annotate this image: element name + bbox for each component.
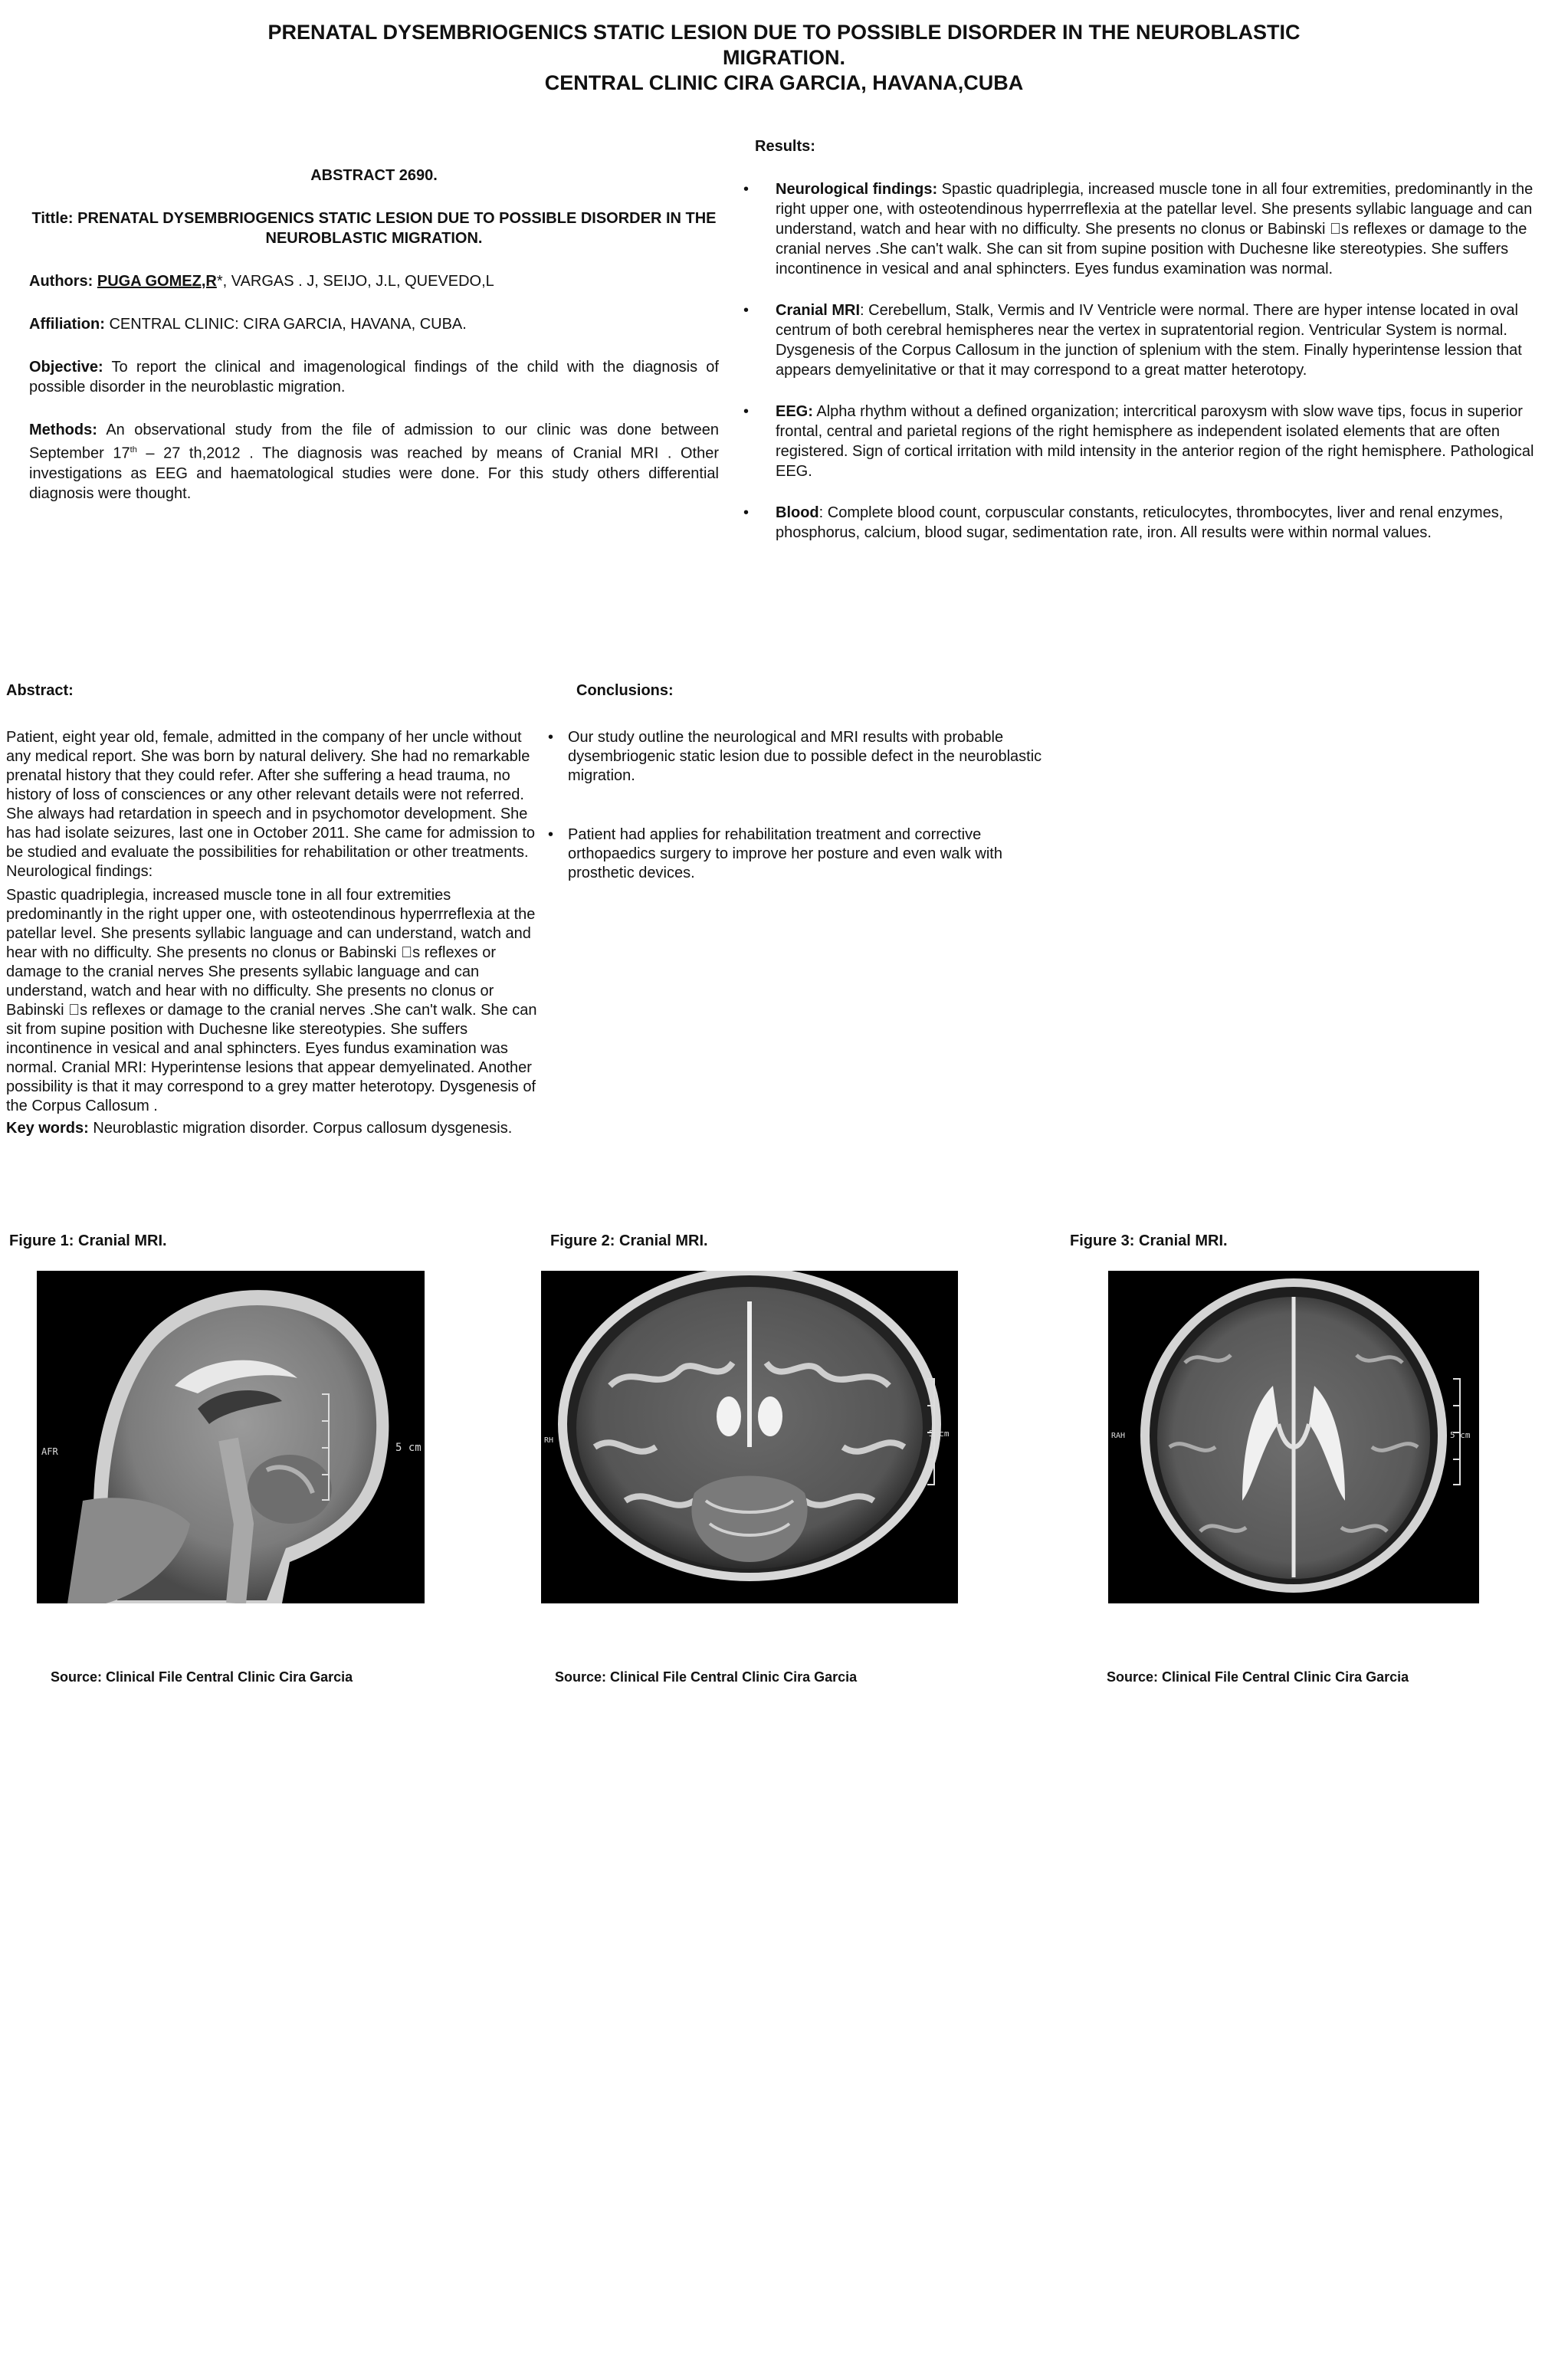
authors-rest: *, VARGAS . J, SEIJO, J.L, QUEVEDO,L [216, 273, 494, 290]
figure-3-caption: Figure 3: Cranial MRI. [1070, 1232, 1228, 1249]
methods-label: Methods: [29, 422, 97, 438]
results-item [743, 402, 1556, 481]
objective [29, 357, 719, 397]
figure-2-caption: Figure 2: Cranial MRI. [550, 1232, 708, 1249]
figure-1-mri-image [37, 1271, 425, 1603]
results-item-text: : Cerebellum, Stalk, Vermis and IV Ventricle were normal. There are hyper intense located in oval centrum of both cerebral hemispheres near the vertex in supratentorial region. Ventricular System is normal. Dysgenesis of the Corpus Callosum in the junction of splenium with the stem. Finally hyperintense lession that appears demyelinitative or that it may correspond to a great matter heterotopy. [776, 302, 1522, 379]
conclusions-heading: Conclusions: [576, 682, 674, 699]
objective-text: To report the clinical and imagenological findings of the child with the diagnosis of possible disorder in the neuroblastic migration. [29, 359, 719, 395]
abstract-title [29, 208, 719, 248]
authors [29, 271, 719, 291]
bullet: • [743, 302, 750, 319]
results-section [743, 179, 1556, 564]
figure-3-mri-image [1108, 1271, 1479, 1603]
results-list [743, 179, 1556, 543]
figure-1-caption: Figure 1: Cranial MRI. [9, 1232, 167, 1249]
results-item [743, 179, 1556, 279]
figure-3-source: Source: Clinical File Central Clinic Cira Garcia [1107, 1669, 1409, 1685]
authors-main: PUGA GOMEZ,R [97, 273, 217, 290]
methods-sup: th [130, 445, 137, 455]
affiliation-label: Affiliation: [29, 316, 105, 333]
affiliation [29, 314, 719, 334]
figure-2-source: Source: Clinical File Central Clinic Cira Garcia [555, 1669, 858, 1685]
title-line-3: CENTRAL CLINIC CIRA GARCIA, HAVANA,CUBA [544, 71, 1024, 94]
objective-label: Objective: [29, 359, 103, 376]
results-item-label: Cranial MRI [776, 302, 861, 319]
results-item-text: : Complete blood count, corpuscular constants, reticulocytes, thrombocytes, liver and renal enzymes, phosphorus, calcium, blood sugar, sedimentation rate, iron. All results were within normal values. [776, 504, 1504, 541]
authors-label: Authors: [29, 273, 93, 290]
conclusion-text: Patient had applies for rehabilitation treatment and corrective orthopaedics surgery to improve her posture and even walk with prosthetic devices. [568, 826, 1002, 881]
conclusion-text: Our study outline the neurological and MRI results with probable dysembriogenic static lesion due to possible defect in the neuroblastic migration. [568, 729, 1042, 784]
bullet: • [743, 181, 750, 198]
results-item [743, 503, 1556, 543]
abstract-box [29, 166, 719, 504]
results-item-text: Spastic quadriplegia, increased muscle tone in all four extremities, predominantly in the right upper one, with osteotendinous hyperrreflexia at the patellar level. She presents syllabic language and can understand, watch and hear with no difficulty. She presents no clonus or Babinski  s reflexes or damage to the cranial nerves .She can't walk. She can sit from supine position with Duchesne like stereotypies. She suffers incontinence in vesical and anal sphincters. Eyes fundus examination was normal. [776, 181, 1534, 277]
methods-text-b: – 27 th,2012 . The diagnosis was reached by means of Cranial MRI . Other investigations as EEG and haematological studies were done. For this study others differential diagnosis were thought. [29, 445, 719, 502]
bullet: • [743, 403, 750, 420]
keywords-label: Key words: [6, 1120, 89, 1137]
figure-3-scale: 5 cm [1450, 1430, 1471, 1440]
title-text: PRENATAL DYSEMBRIOGENICS STATIC LESION DUE TO POSSIBLE DISORDER IN THE NEUROBLASTIC MIGRATION. [77, 210, 717, 247]
title-label: Tittle: [31, 210, 74, 227]
figure-2-scale: 5 cm [929, 1429, 950, 1439]
bullet: • [548, 826, 554, 843]
conclusion-item [548, 728, 1061, 786]
keywords [6, 1119, 543, 1138]
abstract-heading: Abstract: [6, 682, 74, 699]
methods-text-a: An observational study from the file of admission to our clinic was done between September 17 [29, 422, 719, 462]
figure-1-source: Source: Clinical File Central Clinic Cira Garcia [51, 1669, 353, 1685]
abstract-para-1: Patient, eight year old, female, admitted in the company of her uncle without any medical report. She was born by natural delivery. She had no remarkable prenatal history that they could refer. After she suffering a head trauma, no history of loss of consciences or any other relevant details were not referred. She always had retardation in speech and in psychomotor development. She has had isolate seizures, last one in October 2011. She came for admission to be studied and evaluate the possibilities for rehabilitation or other treatments. Neurological findings: [6, 729, 536, 880]
results-item-label: EEG: [776, 403, 813, 420]
results-item [743, 300, 1556, 380]
results-item-label: Blood [776, 504, 819, 521]
figure-3-label: RAH [1111, 1432, 1126, 1440]
figure-2-label: RH [544, 1436, 554, 1445]
conclusion-item [548, 825, 1061, 883]
conclusions-list [548, 728, 1061, 883]
results-item-text: Alpha rhythm without a defined organization; intercritical paroxysm with slow wave tips, focus in superior frontal, central and parietal regions of the right hemisphere as independent isolated elements that are often registered. Sign of cortical irritation with mild intensity in the anterior region of the right hemisphere. Pathological EEG. [776, 403, 1534, 480]
figure-1-scale: 5 cm [395, 1442, 422, 1454]
conclusions-section [548, 728, 1061, 923]
abstract-para-2: Spastic quadriplegia, increased muscle tone in all four extremities predominantly in the right upper one, with osteotendinous hyperrreflexia at the patellar level. She presents syllabic language and can understand, watch and hear with no difficulty. She presents no clonus or Babinski  s reflexes or damage to the cranial nerves She presents syllabic language and can understand, watch and hear with no difficulty. She presents no clonus or Babinski  s reflexes or damage to the cranial nerves .She can't walk. She can sit from supine position with Duchesne like stereotypies. She suffers incontinence in vesical and anal sphincters. Eyes fundus examination was normal. Cranial MRI: Hyperintense lesions that appear demyelinated. Another possibility is that it may correspond to a grey matter heterotopy. Dysgenesis of the Corpus Callosum . [6, 887, 537, 1114]
title-line-2: MIGRATION. [723, 46, 845, 69]
abstract-body [6, 728, 543, 1141]
abstract-number: ABSTRACT 2690. [310, 167, 438, 184]
figure-1-label: AFR [41, 1446, 58, 1457]
bullet: • [743, 504, 750, 521]
bullet: • [548, 729, 554, 746]
methods [29, 420, 719, 504]
figure-2-mri-image [541, 1271, 958, 1603]
results-item-label: Neurological findings: [776, 181, 938, 198]
poster-title [107, 20, 1461, 96]
results-heading: Results: [755, 138, 815, 155]
affiliation-text: CENTRAL CLINIC: CIRA GARCIA, HAVANA, CUBA. [109, 316, 467, 333]
keywords-text: Neuroblastic migration disorder. Corpus callosum dysgenesis. [88, 1120, 513, 1137]
title-line-1: PRENATAL DYSEMBRIOGENICS STATIC LESION DUE TO POSSIBLE DISORDER IN THE NEUROBLASTIC [267, 21, 1301, 44]
